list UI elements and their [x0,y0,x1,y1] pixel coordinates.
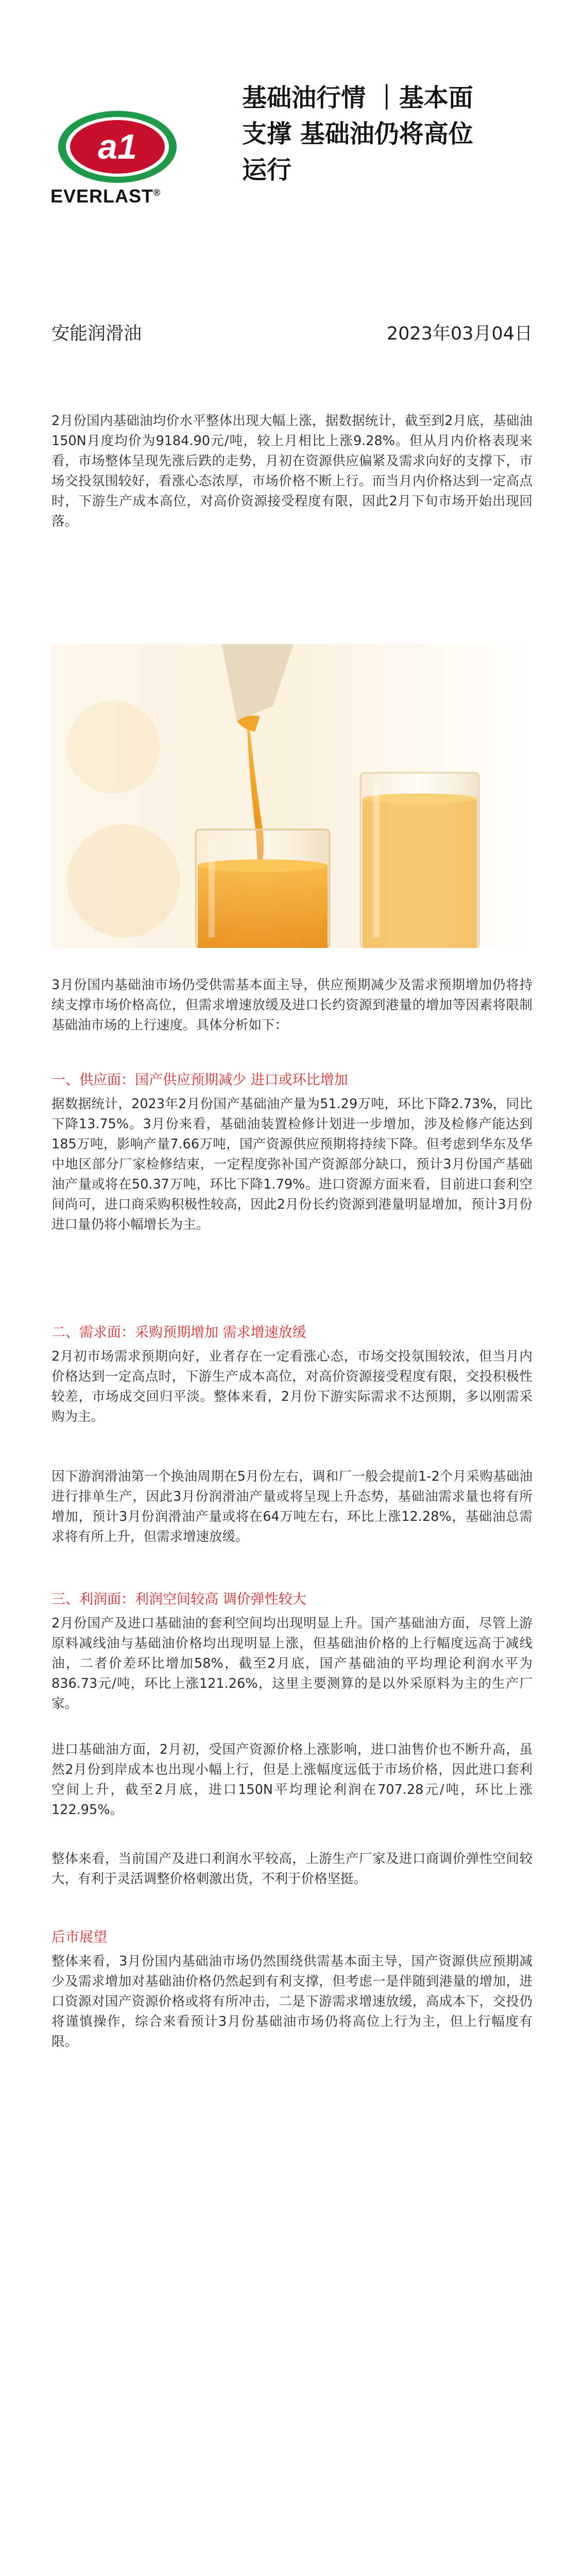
section-supply-body: 据数据统计，2023年2月份国产基础油产量为51.29万吨，环比下降2.73%，同比下降13.75%。3月份来看，基础油装置检修计划进一步增加，涉及检修产能达到185万吨，影响产量7.66万吨，国产资源供应预期将持续下降。但考虑到华东及华中地区部分厂家检修结束，一定程度弥补国产资源部分缺口，预计3月份国产基础油产量或将在50.37万吨，环比下降1.79%。进口资源方面来看，目前进口套利空间尚可，进口商采购积极性较高，因此2月份长约资源到港量明显增加，预计3月份进口量仍将小幅增长为主。 [51,1096,533,1232]
section-supply-title: 一、供应面：国产供应预期减少 进口或环比增加 [51,1072,348,1088]
article-meta [51,319,533,345]
logo-mark-icon [56,108,179,185]
section-demand-body-2: 因下游润滑油第一个换油周期在5月份左右，调和厂一般会提前1-2个月采购基础油进行排单生产，因此3月份润滑油产量或将呈现上升态势，基础油需求量也将有所增加，预计3月份润滑油产量或将在64万吨左右，环比上涨12.28%，基础油总需求将有所上升，但需求增速放缓。 [51,1469,533,1545]
section-profit-body-2: 进口基础油方面，2月初，受国产资源价格上涨影响，进口油售价也不断升高，虽然2月份到岸成本也出现小幅上行，但是上涨幅度远低于市场价格，因此进口套利空间上升，截至2月底，进口150N平均理论利润在707.28元/吨，环比上涨122.95%。 [51,1742,533,1818]
author: 安能润滑油 [51,324,142,344]
page-title: 基础油行情 ｜基本面 支撑 基础油仍将高位 运行 [242,83,473,184]
section-profit-body-3: 整体来看，当前国产及进口利润水平较高，上游生产厂家及进口商调价弹性空间较大，有利于灵活调整价格刺激出货，不利于价格坚挺。 [51,1851,533,1887]
section-demand-body-1: 2月初市场需求预期向好，业者存在一定看涨心态，市场交投氛围较浓，但当月内价格达到一定高点时，下游生产成本高位，对高价资源接受程度有限，交投积极性较差，市场成交回归平淡。整体来看，2月份下游实际需求不达预期，多以刚需采购为主。 [51,1349,533,1425]
intro-paragraph: 2月份国内基础油均价水平整体出现大幅上涨，据数据统计，截至到2月底，基础油150N月度均价为9184.90元/吨，较上月相比上涨9.28%。但从月内价格表现来看，市场整体呈现先涨后跌的走势，月初在资源供应偏紧及需求向好的支撑下，市场交投氛围较好，看涨心态浓厚，市场价格不断上行。而当月内价格达到一定高点时，下游生产成本高位，对高价资源接受程度有限，因此2月下旬市场开始出现回落。 [51,413,533,529]
logo-mark-text: a1 [98,127,137,166]
outlook-title: 后市展望 [51,1929,107,1945]
publish-date: 2023年03月04日 [386,324,533,344]
everlast-logo [50,108,184,211]
oil-pouring-photo [51,644,533,948]
brand-name: EVERLAST® [50,185,161,207]
section-profit-body-1: 2月份国产及进口基础油的套利空间均出现明显上升。国产基础油方面，尽管上游原料减线油与基础油价格均出现明显上涨，但基础油价格的上行幅度远高于减线油，二者价差环比增加58%，截至2月底，国产基础油的平均理论利润水平为836.73元/吨，环比上涨121.26%，这里主要测算的是以外采原料为主的生产厂家。 [51,1616,533,1711]
overview-paragraph: 3月份国内基础油市场仍受供需基本面主导，供应预期减少及需求预期增加仍将持续支撑市场价格高位，但需求增速放缓及进口长约资源到港量的增加等因素将限制基础油市场的上行速度。具体分析如下： [51,977,533,1033]
section-demand-title: 二、需求面：采购预期增加 需求增速放缓 [51,1325,306,1341]
outlook-body: 整体来看，3月份国内基础油市场仍然围绕供需基本面主导，国产资源供应预期减少及需求增加对基础油价格仍然起到有利支撑，但考虑一是伴随到港量的增加，进口资源对国产资源价格或将有所冲击，二是下游需求增速放缓，高成本下，交投仍将谨慎操作，综合来看预计3月份基础油市场仍将高位上行为主，但上行幅度有限。 [51,1954,533,2049]
article-header [0,0,584,289]
section-profit-title: 三、利润面：利润空间较高 调价弹性较大 [51,1591,306,1607]
